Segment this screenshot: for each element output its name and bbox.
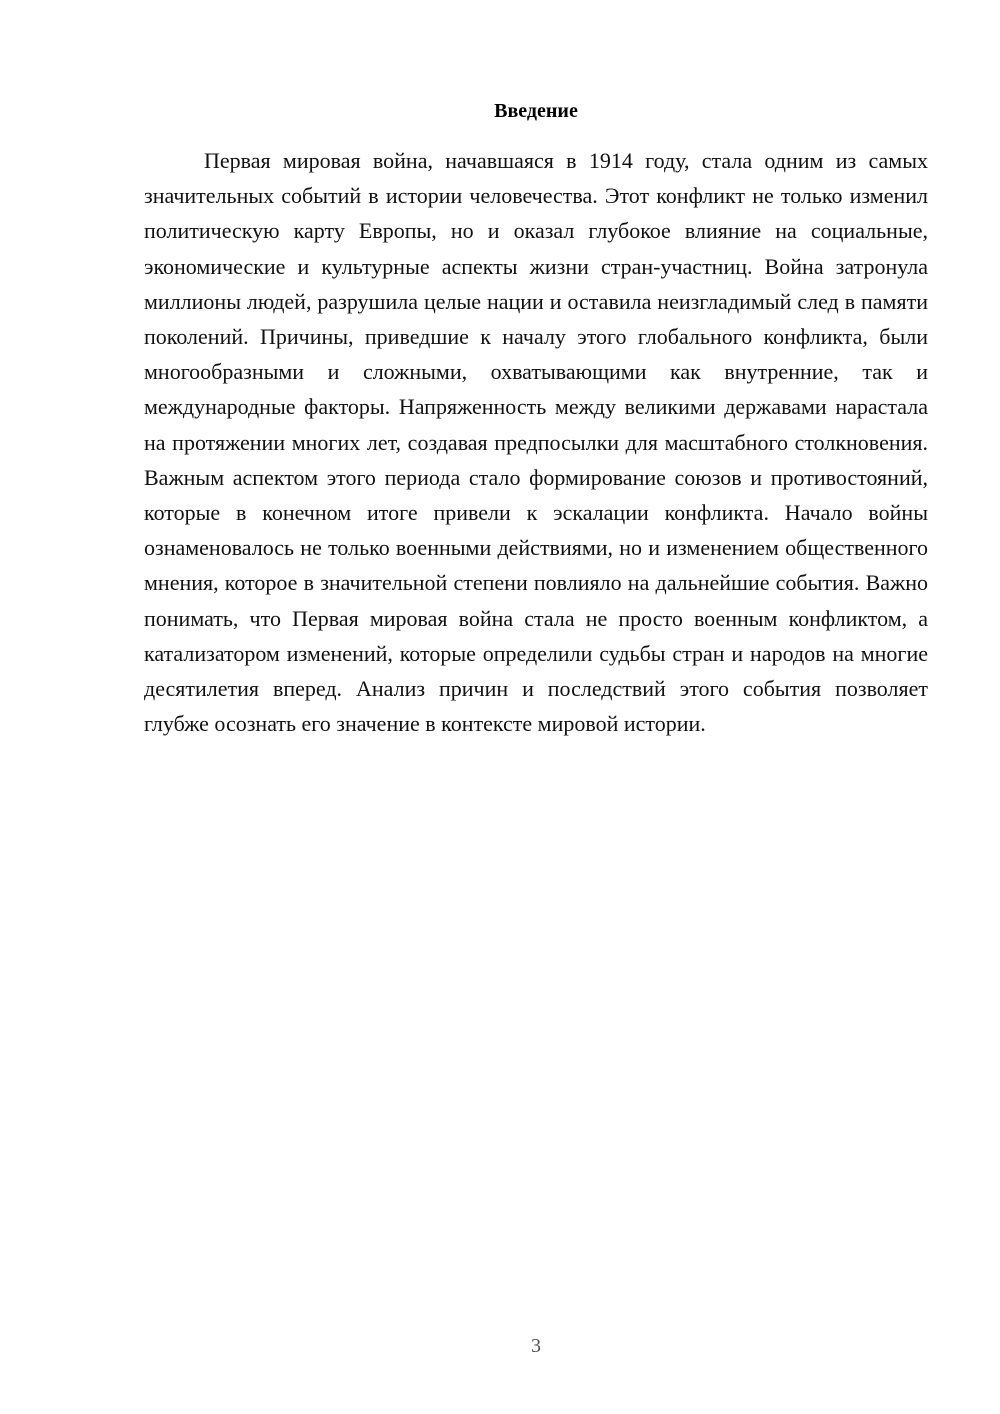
section-heading: Введение — [494, 100, 578, 122]
body-paragraph: Первая мировая война, начавшаяся в 1914 году, стала одним из самых значительных событий в истории человечества. Этот конфликт не только изменил политическую карту Европы, но и оказал глубокое влияние на социальные, экономические и культурные аспекты жизни стран-участниц. Война затронула миллионы людей, разрушила целые нации и оставила неизгладимый след в памяти поколений. Причины, приведшие к началу этого глобального конфликта, были многообразными и сложными, охватывающими как внутренние, так и международные факторы. Напряженность между великими державами нарастала на протяжении многих лет, создавая предпосылки для масштабного столкновения. Важным аспектом этого периода стало формирование союзов и противостояний, которые в конечном итоге привели к эскалации конфликта. Начало войны ознаменовалось не только военными действиями, но и изменением общественного мнения, которое в значительной степени повлияло на дальнейшие события. Важно понимать, что Первая мировая война стала не просто военным конфликтом, а катализатором изменений, которые определили судьбы стран и народов на многие десятилетия вперед. Анализ причин и последствий этого события позволяет глубже осознать его значение в контексте мировой истории. — [144, 148, 928, 737]
page-number: 3 — [531, 1335, 541, 1357]
